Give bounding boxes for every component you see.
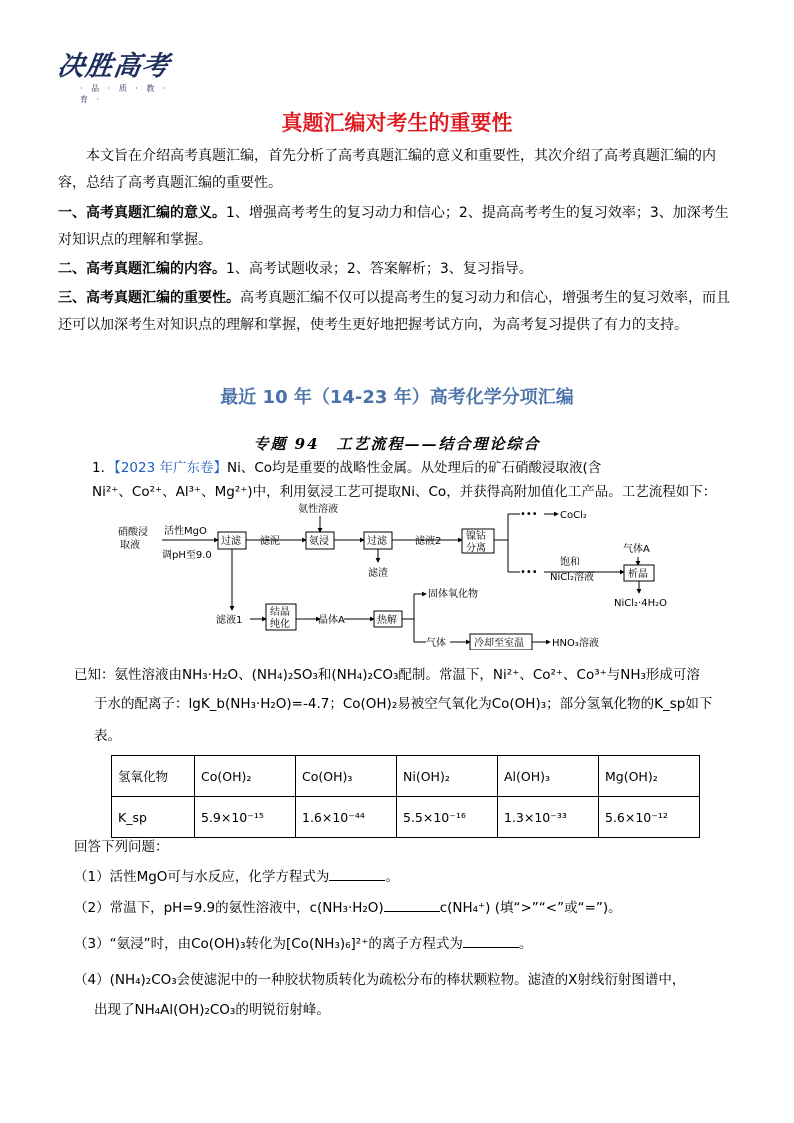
known-line-3: 表。 (94, 728, 121, 744)
flow-gas-a: 气体A (623, 544, 650, 555)
question-source: 【2023 年广东卷】 (114, 460, 227, 476)
subquestion-1-text: （1）活性MgO可与水反应，化学方程式为 (74, 869, 330, 885)
flow-cool: 冷却至室温 (474, 638, 524, 649)
logo (55, 44, 172, 106)
flow-saturated-1: 饱和 (560, 557, 580, 568)
table-cell: K_sp (112, 797, 195, 838)
flow-saturated-2: NiCl₂溶液 (550, 572, 595, 583)
known-line-1: 已知：氨性溶液由NH₃·H₂O、(NH₄)₂SO₃和(NH₄)₂CO₃配制。常温下，Ni²⁺、Co²⁺、Co³⁺与NH₃形成可溶 (74, 667, 700, 683)
table-header-cell: Mg(OH)₂ (599, 756, 700, 797)
table-header-cell: 氢氧化物 (112, 756, 195, 797)
subquestion-3-end: 。 (518, 936, 533, 952)
answer-blank[interactable] (329, 868, 385, 881)
known-conditions (74, 663, 744, 751)
flow-crystal-purify-2: 纯化 (270, 619, 290, 630)
flow-nicl2-product: NiCl₂·4H₂O (614, 598, 667, 609)
point-2 (58, 256, 738, 283)
table-header-cell: Ni(OH)₂ (397, 756, 498, 797)
question-number: 1． (92, 460, 115, 476)
flow-reagent-2: 调pH至9.0 (162, 550, 212, 561)
subquestion-2-text: （2）常温下，pH=9.9的氨性溶液中，c(NH₃·H₂O) (74, 900, 384, 916)
flow-separate-1: 镍钴 (466, 531, 486, 542)
question-stem (92, 456, 742, 504)
intro-paragraph: 本文旨在介绍高考真题汇编，首先分析了高考真题汇编的意义和重要性，其次介绍了高考真题汇编的内容，总结了高考真题汇编的重要性。 (58, 148, 716, 191)
logo-subtitle: · 品 · 质 · 教 · 育 · (80, 84, 169, 104)
topic-heading: 专题 94 工艺流程——结合理论综合 (253, 435, 541, 453)
flow-crystal-a: 晶体A (318, 615, 345, 626)
subquestion-4 (74, 968, 744, 1028)
point-3-head: 三、高考真题汇编的重要性。 (58, 290, 240, 306)
flow-cocl2: CoCl₂ (560, 510, 587, 521)
known-line-2: 于水的配离子：lgK_b(NH₃·H₂O)=-4.7；Co(OH)₂易被空气氧化为Co(OH)₃；部分氢氧化物的K_sp如下 (94, 696, 713, 712)
flow-separate-2: 分离 (466, 543, 486, 554)
flow-filter-1: 过滤 (221, 536, 241, 547)
table-header-cell: Co(OH)₃ (296, 756, 397, 797)
flow-solid-oxide: 固体氧化物 (428, 589, 478, 600)
point-1-body: 1、增强高考考生的复习动力和信心；2、提高高考考生的复习效率；3、加深考生对知识点的理解和掌握。 (58, 205, 729, 248)
ksp-table (111, 755, 700, 838)
flow-filtrate-2: 滤液2 (415, 536, 442, 547)
table-row (112, 756, 700, 797)
flow-hno3: HNO₃溶液 (552, 638, 599, 649)
flow-crystallize: 析晶 (628, 569, 648, 580)
flow-filter-2: 过滤 (367, 536, 387, 547)
question-stem-line2: Ni²⁺、Co²⁺、Al³⁺、Mg²⁺)中，利用氨浸工艺可提取Ni、Co，并获得高附加值化工产品。工艺流程如下： (92, 484, 717, 500)
flow-mud: 滤泥 (260, 536, 280, 547)
table-header-cell: Co(OH)₂ (195, 756, 296, 797)
table-cell: 1.3×10⁻³³ (498, 797, 599, 838)
flow-filtrate-1: 滤液1 (216, 615, 243, 626)
flow-residue: 滤渣 (368, 568, 388, 579)
logo-text: 决胜高考 (55, 51, 172, 82)
flow-ammonia-leach: 氨浸 (309, 536, 329, 547)
subquestion-2-end: c(NH₄⁺) (填“>”“<”或“=”)。 (439, 900, 622, 916)
table-cell: 1.6×10⁻⁴⁴ (296, 797, 397, 838)
point-1 (58, 200, 738, 254)
flow-dots-1: ••• (520, 509, 538, 520)
subquestion-2 (74, 896, 734, 920)
subquestion-4-line1: （4）(NH₄)₂CO₃会使滤泥中的一种胶状物质转化为疏松分布的棒状颗粒物。滤渣的X射线衍射图谱中， (74, 972, 686, 988)
flow-reagent-1: 活性MgO (164, 526, 207, 537)
page-title: 真题汇编对考生的重要性 (281, 111, 513, 135)
table-row (112, 797, 700, 838)
point-2-body: 1、高考试题收录；2、答案解析；3、复习指导。 (226, 261, 533, 277)
point-2-head: 二、高考真题汇编的内容。 (58, 261, 226, 277)
flow-start-1: 硝酸浸 (118, 527, 148, 538)
process-flow-diagram (110, 502, 700, 650)
subquestion-1-end: 。 (385, 869, 399, 885)
flow-dots-2: ••• (520, 567, 538, 578)
section-title: 最近 10 年（14-23 年）高考化学分项汇编 (220, 387, 574, 408)
answer-blank[interactable] (384, 899, 440, 912)
flow-ammonia-solution: 氨性溶液 (298, 504, 338, 515)
point-3-body: 高考真题汇编不仅可以提高考生的复习动力和信心，增强考生的复习效率，而且还可以加深考生对知识点的理解和掌握，使考生更好地把握考试方向，为高考复习提供了有力的支持。 (58, 290, 730, 333)
table-cell: 5.6×10⁻¹² (599, 797, 700, 838)
flow-start-2: 取液 (120, 540, 140, 551)
answer-intro: 回答下列问题： (74, 839, 169, 855)
table-cell: 5.5×10⁻¹⁶ (397, 797, 498, 838)
flow-pyrolysis: 热解 (377, 615, 397, 626)
subquestion-4-line2: 出现了NH₄Al(OH)₂CO₃的明锐衍射峰。 (94, 1002, 330, 1018)
flow-gas: 气体 (426, 638, 446, 649)
answer-blank[interactable] (463, 935, 519, 948)
table-cell: 5.9×10⁻¹⁵ (195, 797, 296, 838)
point-3 (58, 285, 738, 339)
subquestion-3-text: （3）“氨浸”时，由Co(OH)₃转化为[Co(NH₃)₆]²⁺的离子方程式为 (74, 936, 463, 952)
flow-crystal-purify-1: 结晶 (270, 607, 290, 618)
point-1-head: 一、高考真题汇编的意义。 (58, 205, 226, 221)
question-stem-line1: Ni、Co均是重要的战略性金属。从处理后的矿石硝酸浸取液(含 (227, 460, 602, 476)
table-header-cell: Al(OH)₃ (498, 756, 599, 797)
subquestion-3 (74, 932, 734, 956)
subquestion-1 (74, 865, 734, 889)
